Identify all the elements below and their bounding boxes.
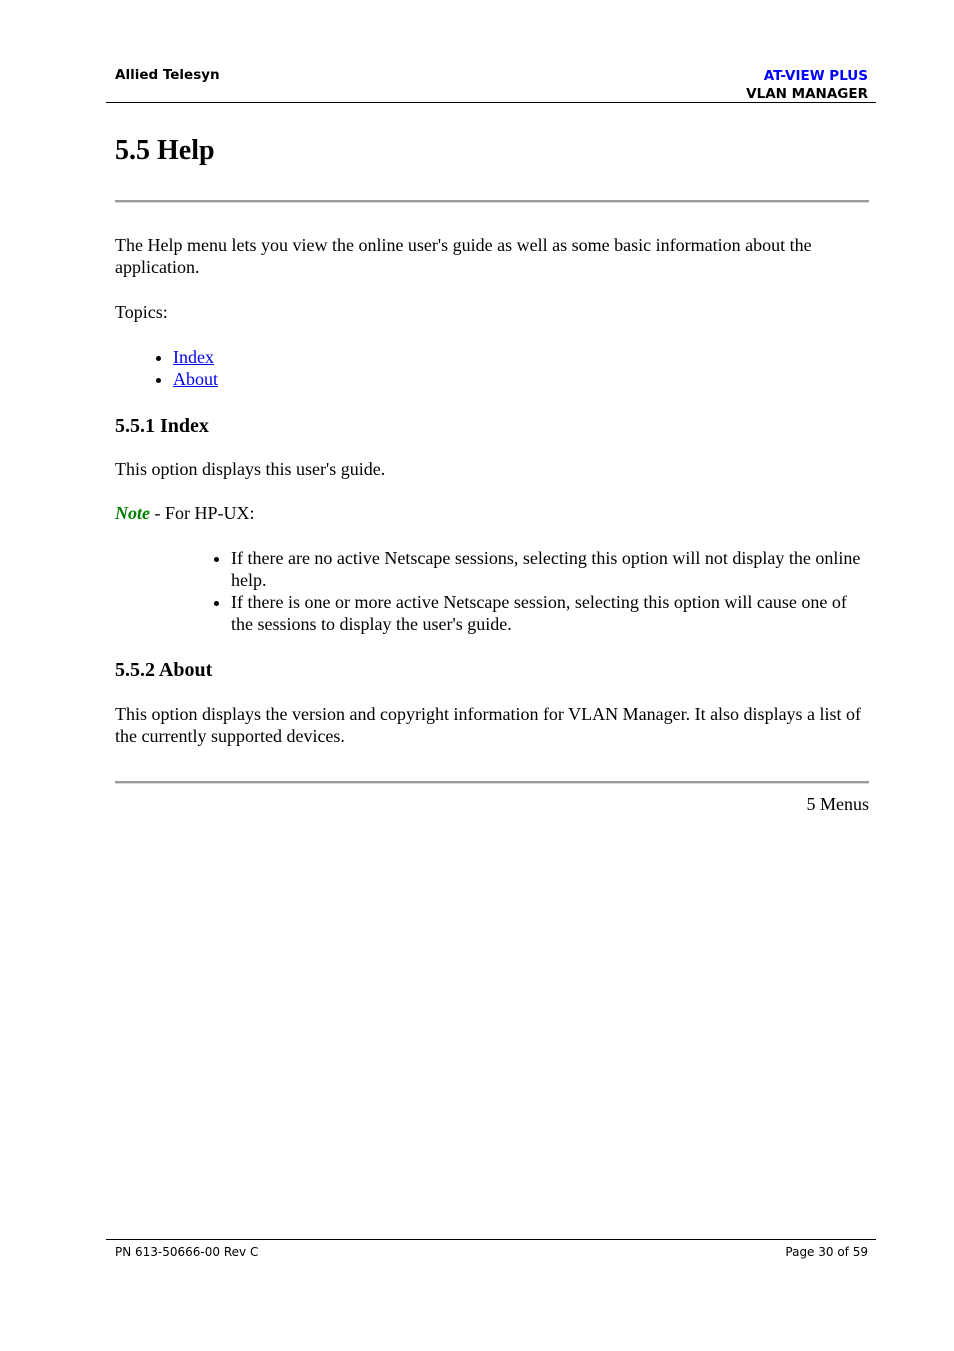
about-heading: 5.5.2 About: [115, 659, 213, 681]
topic-list-item: [173, 346, 869, 368]
topics-label: Topics:: [115, 302, 168, 322]
page-header: [106, 62, 876, 103]
part-number: PN 613-50666-00 Rev C: [115, 1245, 259, 1259]
note-bullets: [115, 547, 869, 635]
note-label: Note: [115, 503, 150, 523]
page-footer: [106, 1239, 876, 1259]
note-text: - For HP-UX:: [150, 503, 255, 523]
document-content: [115, 128, 869, 815]
title-divider: [115, 200, 869, 203]
index-link[interactable]: Index: [173, 347, 214, 367]
note-bullet-item: • If there is one or more active Netscape session, selecting this option will cause one of the sessions to display the user's guide.: [231, 591, 869, 635]
note-line: [115, 502, 869, 524]
section-title: 5.5 Help: [115, 135, 215, 166]
product-name: [746, 67, 868, 103]
page-number: Page 30 of 59: [785, 1245, 868, 1259]
product-line-2: VLAN MANAGER: [746, 86, 868, 102]
company-name: Allied Telesyn: [115, 67, 220, 83]
note-bullet-item: • If there are no active Netscape sessions, selecting this option will not display the online help.: [231, 547, 869, 591]
about-link[interactable]: About: [173, 369, 218, 389]
index-heading: 5.5.1 Index: [115, 415, 209, 437]
topic-list-item: [173, 368, 869, 390]
index-description: This option displays this user's guide.: [115, 459, 386, 479]
product-line-1: AT-VIEW PLUS: [763, 68, 868, 84]
section-end-divider: [115, 781, 869, 784]
intro-paragraph: The Help menu lets you view the online user's guide as well as some basic information about the application.: [115, 235, 812, 277]
about-description: This option displays the version and copyright information for VLAN Manager. It also displays a list of the currently supported devices.: [115, 704, 862, 746]
chapter-label: 5 Menus: [806, 794, 869, 814]
topic-list: [115, 346, 869, 390]
